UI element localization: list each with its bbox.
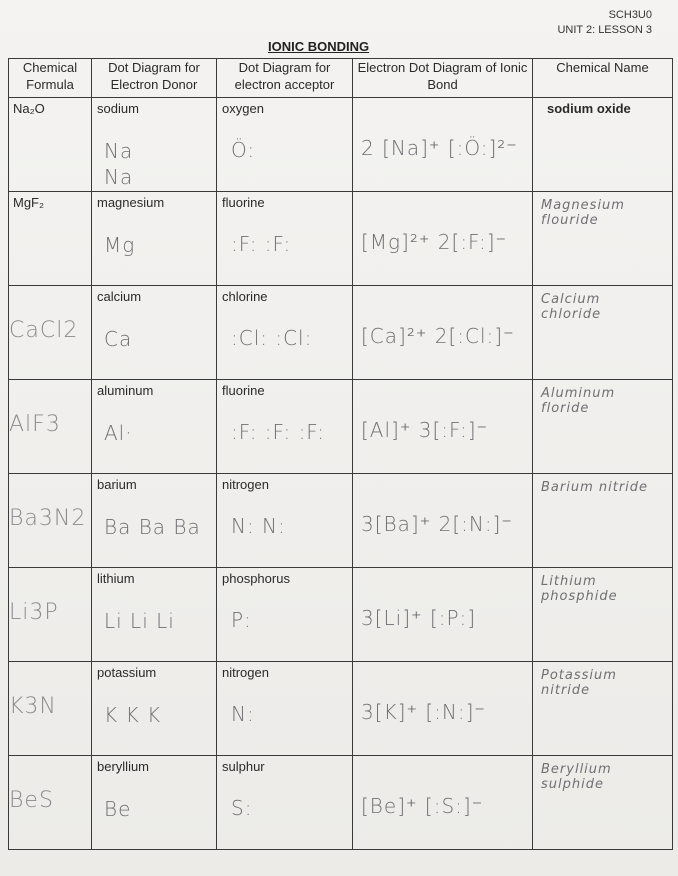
acceptor-dot-diagram: :Cl: :Cl: [231, 326, 313, 350]
donor-cell [92, 662, 217, 756]
formula-handwritten: K3N [9, 694, 57, 719]
name-cell [533, 98, 673, 192]
formula-cell [9, 98, 92, 192]
formula-handwritten: BeS [9, 788, 54, 813]
acceptor-element: nitrogen [222, 665, 269, 680]
formula-handwritten: AlF3 [9, 412, 61, 437]
formula-handwritten: CaCl2 [9, 318, 79, 343]
acceptor-dot-diagram: Ö: [231, 138, 256, 162]
formula-cell [9, 474, 92, 568]
bond-cell [353, 192, 533, 286]
bond-cell [353, 286, 533, 380]
table-row [9, 380, 673, 474]
formula-handwritten: Ba3N2 [9, 506, 87, 531]
donor-cell [92, 286, 217, 380]
acceptor-cell [217, 286, 353, 380]
ionic-bonding-table [8, 58, 673, 850]
acceptor-element: phosphorus [222, 571, 290, 586]
donor-dot-diagram: Na Na [104, 139, 134, 189]
donor-cell [92, 568, 217, 662]
course-header [557, 8, 652, 38]
acceptor-dot-diagram: :F: :F: [231, 232, 292, 256]
ionic-bond-diagram: 3[K]⁺ [:N:]⁻ [361, 700, 486, 724]
donor-dot-diagram: Ba Ba Ba [104, 515, 201, 539]
chemical-name-handwritten: Aluminum floride [541, 386, 616, 416]
ionic-bond-diagram: 3[Li]⁺ [:P:] [361, 606, 477, 630]
donor-element: sodium [97, 101, 139, 116]
column-header-donor: Dot Diagram for Electron Donor [92, 59, 217, 98]
acceptor-element: sulphur [222, 759, 265, 774]
chemical-name-handwritten: Beryllium sulphide [541, 762, 612, 792]
table-row [9, 286, 673, 380]
table-row [9, 474, 673, 568]
column-header-bond: Electron Dot Diagram of Ionic Bond [353, 59, 533, 98]
donor-cell [92, 380, 217, 474]
name-cell [533, 568, 673, 662]
donor-element: aluminum [97, 383, 154, 398]
donor-cell [92, 474, 217, 568]
formula-cell [9, 286, 92, 380]
bond-cell [353, 662, 533, 756]
formula-printed: Na₂O [13, 101, 45, 116]
acceptor-cell [217, 568, 353, 662]
acceptor-dot-diagram: :F: :F: :F: [231, 420, 325, 444]
name-cell [533, 286, 673, 380]
donor-cell [92, 98, 217, 192]
table-row [9, 98, 673, 192]
donor-cell [92, 192, 217, 286]
bond-cell [353, 380, 533, 474]
donor-element: potassium [97, 665, 157, 680]
ionic-bond-diagram: 2 [Na]⁺ [:Ö:]²⁻ [361, 136, 518, 160]
chemical-name-handwritten: Magnesium flouride [541, 198, 625, 228]
formula-cell [9, 756, 92, 850]
table-row [9, 662, 673, 756]
chemical-name-handwritten: Lithium phosphide [541, 574, 618, 604]
acceptor-dot-diagram: P: [231, 608, 252, 632]
table-header-row [9, 59, 673, 98]
formula-handwritten: Li3P [9, 600, 59, 625]
donor-element: beryllium [97, 759, 150, 774]
table-row [9, 568, 673, 662]
acceptor-element: fluorine [222, 195, 265, 210]
course-code: SCH3U0 [608, 9, 652, 21]
acceptor-element: oxygen [222, 101, 264, 116]
formula-cell [9, 192, 92, 286]
donor-element: barium [97, 477, 137, 492]
unit-lesson: UNIT 2: LESSON 3 [557, 24, 652, 36]
chemical-name-printed: sodium oxide [547, 101, 631, 116]
acceptor-cell [217, 474, 353, 568]
name-cell [533, 474, 673, 568]
acceptor-cell [217, 662, 353, 756]
ionic-bond-diagram: [Ca]²⁺ 2[:Cl:]⁻ [361, 324, 515, 348]
donor-dot-diagram: K K K [104, 703, 162, 727]
donor-cell [92, 756, 217, 850]
acceptor-cell [217, 98, 353, 192]
donor-dot-diagram: Be [104, 797, 132, 821]
column-header-name: Chemical Name [533, 59, 673, 98]
bond-cell [353, 98, 533, 192]
acceptor-element: fluorine [222, 383, 265, 398]
table-row [9, 192, 673, 286]
formula-cell [9, 662, 92, 756]
column-header-formula: Chemical Formula [9, 59, 92, 98]
acceptor-dot-diagram: S: [231, 796, 253, 820]
table-body [9, 98, 673, 850]
donor-dot-diagram: Mg [104, 233, 136, 257]
bond-cell [353, 756, 533, 850]
table-row [9, 756, 673, 850]
acceptor-cell [217, 380, 353, 474]
donor-element: magnesium [97, 195, 165, 210]
donor-element: lithium [97, 571, 135, 586]
page-title: IONIC BONDING [268, 39, 370, 54]
ionic-bond-diagram: [Mg]²⁺ 2[:F:]⁻ [361, 230, 508, 254]
chemical-name-handwritten: Potassium nitride [541, 668, 617, 698]
acceptor-dot-diagram: N: N: [231, 514, 286, 538]
donor-dot-diagram: Li Li Li [104, 609, 175, 633]
name-cell [533, 380, 673, 474]
formula-printed: MgF₂ [13, 195, 45, 210]
ionic-bond-diagram: [Be]⁺ [:S:]⁻ [361, 794, 484, 818]
acceptor-cell [217, 192, 353, 286]
acceptor-element: chlorine [222, 289, 268, 304]
donor-dot-diagram: Al· [104, 421, 133, 445]
name-cell [533, 192, 673, 286]
donor-element: calcium [97, 289, 142, 304]
ionic-bond-diagram: [Al]⁺ 3[:F:]⁻ [361, 418, 489, 442]
column-header-acceptor: Dot Diagram for electron acceptor [217, 59, 353, 98]
name-cell [533, 756, 673, 850]
acceptor-dot-diagram: N: [231, 702, 255, 726]
chemical-name-handwritten: Barium nitride [541, 480, 649, 495]
bond-cell [353, 568, 533, 662]
acceptor-element: nitrogen [222, 477, 269, 492]
formula-cell [9, 568, 92, 662]
formula-cell [9, 380, 92, 474]
bond-cell [353, 474, 533, 568]
donor-dot-diagram: Ca [104, 327, 133, 351]
ionic-bond-diagram: 3[Ba]⁺ 2[:N:]⁻ [361, 512, 513, 536]
chemical-name-handwritten: Calcium chloride [541, 292, 602, 322]
name-cell [533, 662, 673, 756]
acceptor-cell [217, 756, 353, 850]
